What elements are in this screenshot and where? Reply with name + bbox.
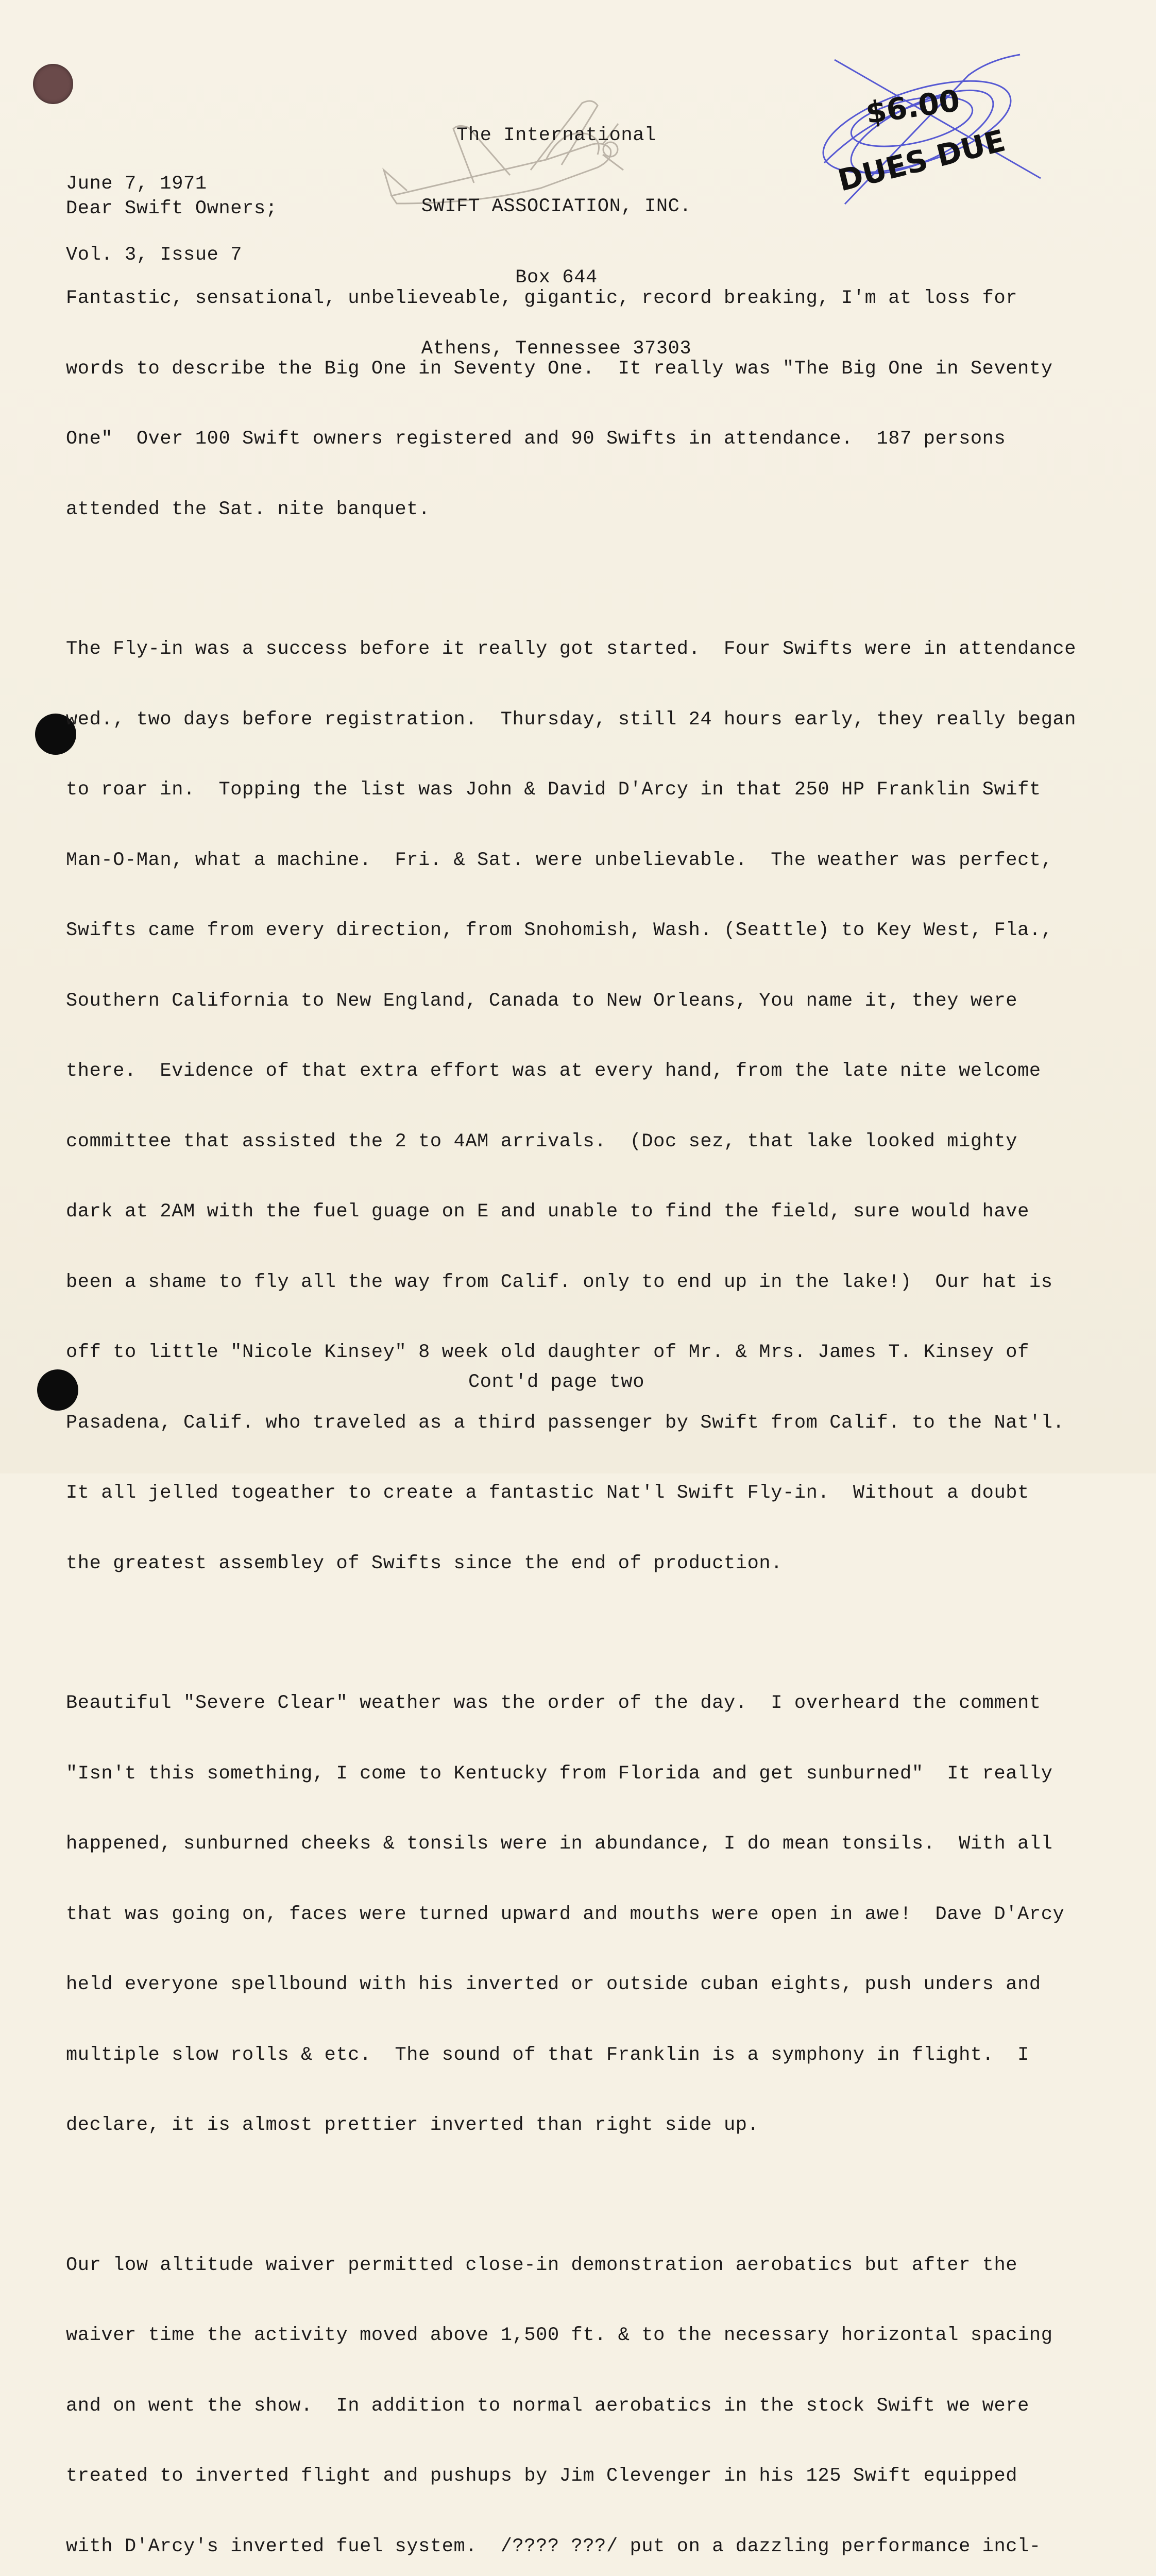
- dues-due-stamp: [814, 49, 1056, 214]
- letterhead-line-4: Athens, Tennessee 37303: [371, 337, 742, 361]
- text-line: committee that assisted the 2 to 4AM arrivals. (Doc sez, that lake looked mighty: [66, 1130, 1096, 1154]
- punch-hole-top: [33, 64, 73, 104]
- text-line: Man-O-Man, what a machine. Fri. & Sat. were unbelievable. The weather was perfect,: [66, 849, 1096, 873]
- text-line: the greatest assembley of Swifts since the end of production.: [66, 1552, 1096, 1576]
- paragraph: [66, 240, 1096, 568]
- text-line: Beautiful "Severe Clear" weather was the order of the day. I overheard the comment: [66, 1692, 1096, 1716]
- stamp-amount: $6.00: [863, 83, 962, 131]
- text-line: with D'Arcy's inverted fuel system. /???? ???/ put on a dazzling performance incl-: [66, 2535, 1096, 2559]
- text-line: attended the Sat. nite banquet.: [66, 498, 1096, 522]
- volume-issue: Vol. 3, Issue 7: [66, 243, 242, 267]
- text-line: to roar in. Topping the list was John & David D'Arcy in that 250 HP Franklin Swift: [66, 778, 1096, 802]
- text-line: waiver time the activity moved above 1,500 ft. & to the necessary horizontal spacing: [66, 2324, 1096, 2348]
- text-line: there. Evidence of that extra effort was at every hand, from the late nite welcome: [66, 1060, 1096, 1083]
- paragraph: [66, 591, 1096, 1622]
- text-line: Southern California to New England, Canada to New Orleans, You name it, they were: [66, 990, 1096, 1013]
- text-line: Fantastic, sensational, unbelieveable, gigantic, record breaking, I'm at loss for: [66, 287, 1096, 311]
- text-line: happened, sunburned cheeks & tonsils were in abundance, I do mean tonsils. With all: [66, 1833, 1096, 1856]
- text-line: treated to inverted flight and pushups by Jim Clevenger in his 125 Swift equipped: [66, 2465, 1096, 2488]
- text-line: Swifts came from every direction, from Snohomish, Wash. (Seattle) to Key West, Fla.,: [66, 919, 1096, 943]
- text-line: It all jelled togeather to create a fantastic Nat'l Swift Fly-in. Without a doubt: [66, 1482, 1096, 1505]
- paragraph: [66, 1645, 1096, 2184]
- text-line: multiple slow rolls & etc. The sound of that Franklin is a symphony in flight. I: [66, 2044, 1096, 2067]
- letter-body: [66, 240, 1096, 2576]
- letterhead-line-2: SWIFT ASSOCIATION, INC.: [371, 195, 742, 218]
- text-line: One" Over 100 Swift owners registered and 90 Swifts in attendance. 187 persons: [66, 428, 1096, 451]
- text-line: Our low altitude waiver permitted close-in demonstration aerobatics but after the: [66, 2254, 1096, 2278]
- text-line: dark at 2AM with the fuel guage on E and unable to find the field, sure would have: [66, 1200, 1096, 1224]
- text-line: held everyone spellbound with his inverted or outside cuban eights, push unders and: [66, 1973, 1096, 1997]
- text-line: declare, it is almost prettier inverted than right side up.: [66, 2114, 1096, 2138]
- paragraph: [66, 2207, 1096, 2576]
- salutation: Dear Swift Owners;: [66, 197, 277, 221]
- letterhead-line-1: The International: [371, 124, 742, 147]
- text-line: that was going on, faces were turned upward and mouths were open in awe! Dave D'Arcy: [66, 1903, 1096, 1927]
- text-line: words to describe the Big One in Seventy One. It really was "The Big One in Seventy: [66, 358, 1096, 381]
- text-line: The Fly-in was a success before it really got started. Four Swifts were in attendance: [66, 638, 1096, 662]
- letterhead-line-3: Box 644: [371, 266, 742, 290]
- continued-footer: Cont'd page two: [0, 1370, 1113, 1394]
- text-line: off to little "Nicole Kinsey" 8 week old daughter of Mr. & Mrs. James T. Kinsey of: [66, 1341, 1096, 1365]
- text-line: wed., two days before registration. Thursday, still 24 hours early, they really began: [66, 708, 1096, 732]
- text-line: Pasadena, Calif. who traveled as a third passenger by Swift from Calif. to the Nat'l.: [66, 1412, 1096, 1435]
- stamp-label: DUES DUE: [835, 123, 1009, 198]
- letter-date: June 7, 1971: [66, 172, 242, 196]
- text-line: "Isn't this something, I come to Kentucky from Florida and get sunburned" It really: [66, 1762, 1096, 1786]
- text-line: and on went the show. In addition to normal aerobatics in the stock Swift we were: [66, 2395, 1096, 2418]
- text-line: been a shame to fly all the way from Calif. only to end up in the lake!) Our hat is: [66, 1271, 1096, 1295]
